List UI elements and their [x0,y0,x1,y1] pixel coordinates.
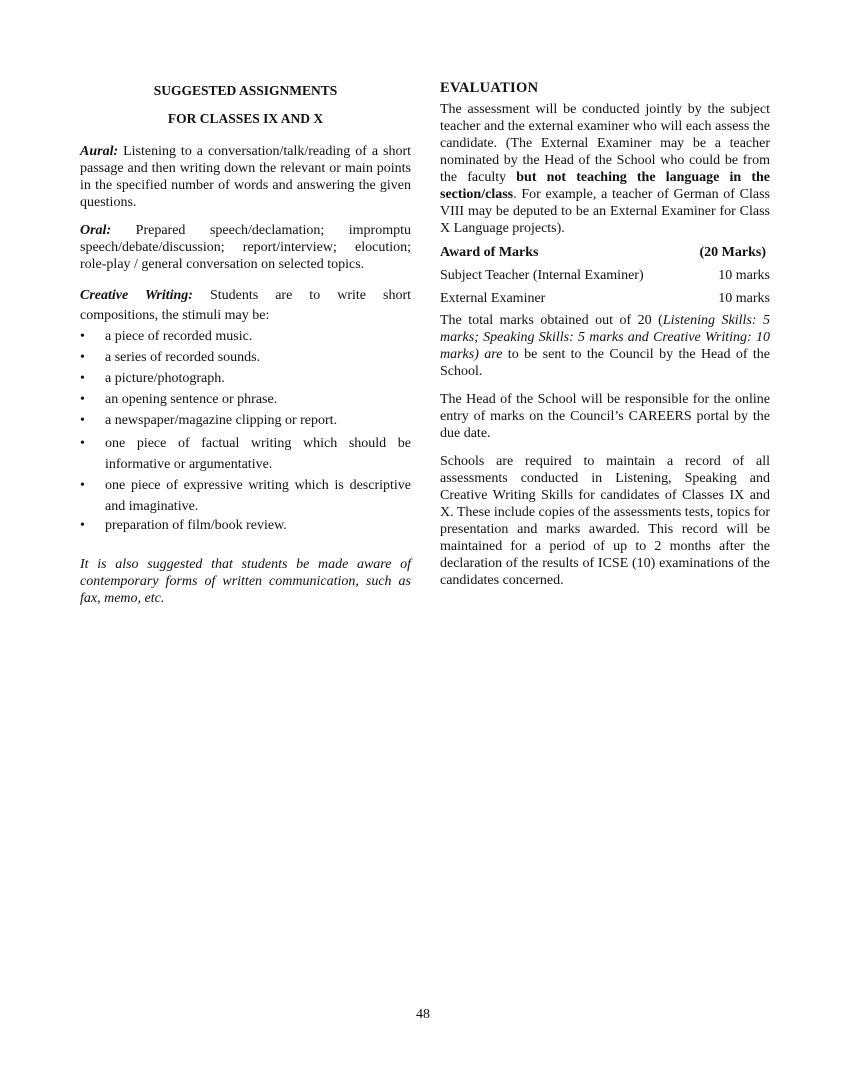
assignments-title-line2: FOR CLASSES IX AND X [167,111,324,126]
bullet-icon: • [80,478,85,493]
creative-writing-label: Creative Writing: [80,288,193,303]
list-item: • a picture/photograph. [80,371,225,386]
bullet-icon: • [80,436,85,451]
right-column [440,80,770,589]
assignments-title-line1: SUGGESTED ASSIGNMENTS [153,83,338,98]
bullet-icon: • [80,392,85,407]
evaluation-title: EVALUATION [440,80,539,96]
marks-row [440,267,770,284]
aural-paragraph [80,143,411,211]
award-value: (20 Marks) [699,245,766,260]
bullet-icon: • [80,413,85,428]
stimuli-list [80,328,411,534]
left-column [80,80,411,607]
bullet-icon: • [80,350,85,365]
evaluation-paragraph-1: The assessment will be conducted jointly by the subject teacher and the external examiner who will each assess the candidate. (The External Examiner may be a teacher nominated by the Head of the School who could be from the faculty but not teaching the language in the section/class. For example, a teacher of German of Class VIII may be deputed to be an External Examiner for Class X Language projects). [440,102,770,236]
bullet-icon: • [80,329,85,344]
creative-writing-text: Students are to write short compositions, the stimuli may be: [80,288,411,323]
closing-note: It is also suggested that students be made aware of contemporary forms of written communication, such as fax, memo, etc. [80,557,411,606]
aural-label: Aural: [80,144,119,159]
marks-label: Subject Teacher (Internal Examiner) [440,268,644,283]
bullet-icon: • [80,518,85,533]
marks-row [440,290,770,307]
creative-writing-paragraph [80,286,411,326]
marks-label: External Examiner [440,291,546,306]
evaluation-paragraph-4: Schools are required to maintain a record of all assessments conducted in Listening, Speaking and Creative Writing Skills for candidates of Classes IX and X. These include copies of the assessments tests, topics for presentation and marks awarded. This record will be maintained for a period of up to 2 months after the declaration of the results of ICSE (10) examinations of the candidates concerned. [440,454,770,588]
list-item: • an opening sentence or phrase. [80,392,278,407]
list-item: • one piece of factual writing which should be informative or argumentative. [80,433,411,475]
emphasis-text: but not teaching the language in the section/class [440,170,770,202]
award-of-marks-row [440,244,770,261]
oral-text: Prepared speech/declamation; impromptu speech/debate/discussion; report/interview; elocution; role-play / general conversation on selected topics. [80,223,411,272]
italic-text: Listening Skills: 5 marks; Speaking Skills: 5 marks and Creative Writing: 10 marks) are [440,313,770,362]
list-item: • a piece of recorded music. [80,329,253,344]
marks-value: 10 marks [718,268,770,283]
evaluation-paragraph-2: The total marks obtained out of 20 (Listening Skills: 5 marks; Speaking Skills: 5 marks and Creative Writing: 10 marks) are to be sent to the Council by the Head of the School. [440,313,771,379]
evaluation-paragraph-3: The Head of the School will be responsible for the online entry of marks on the Council’s CAREERS portal by the due date. [440,392,770,441]
marks-value: 10 marks [718,291,770,306]
oral-paragraph [80,222,411,273]
bullet-icon: • [80,371,85,386]
list-item: • a newspaper/magazine clipping or report. [80,413,338,428]
list-item: • a series of recorded sounds. [80,350,261,365]
aural-text: Listening to a conversation/talk/reading of a short passage and then writing down the relevant or main points in the specified number of words and answering the given questions. [80,144,411,210]
oral-label: Oral: [80,223,112,238]
list-item: • preparation of film/book review. [80,518,287,533]
page-number: 48 [416,1007,430,1022]
award-label: Award of Marks [440,245,539,260]
list-item: • one piece of expressive writing which is descriptive and imaginative. [80,475,411,517]
